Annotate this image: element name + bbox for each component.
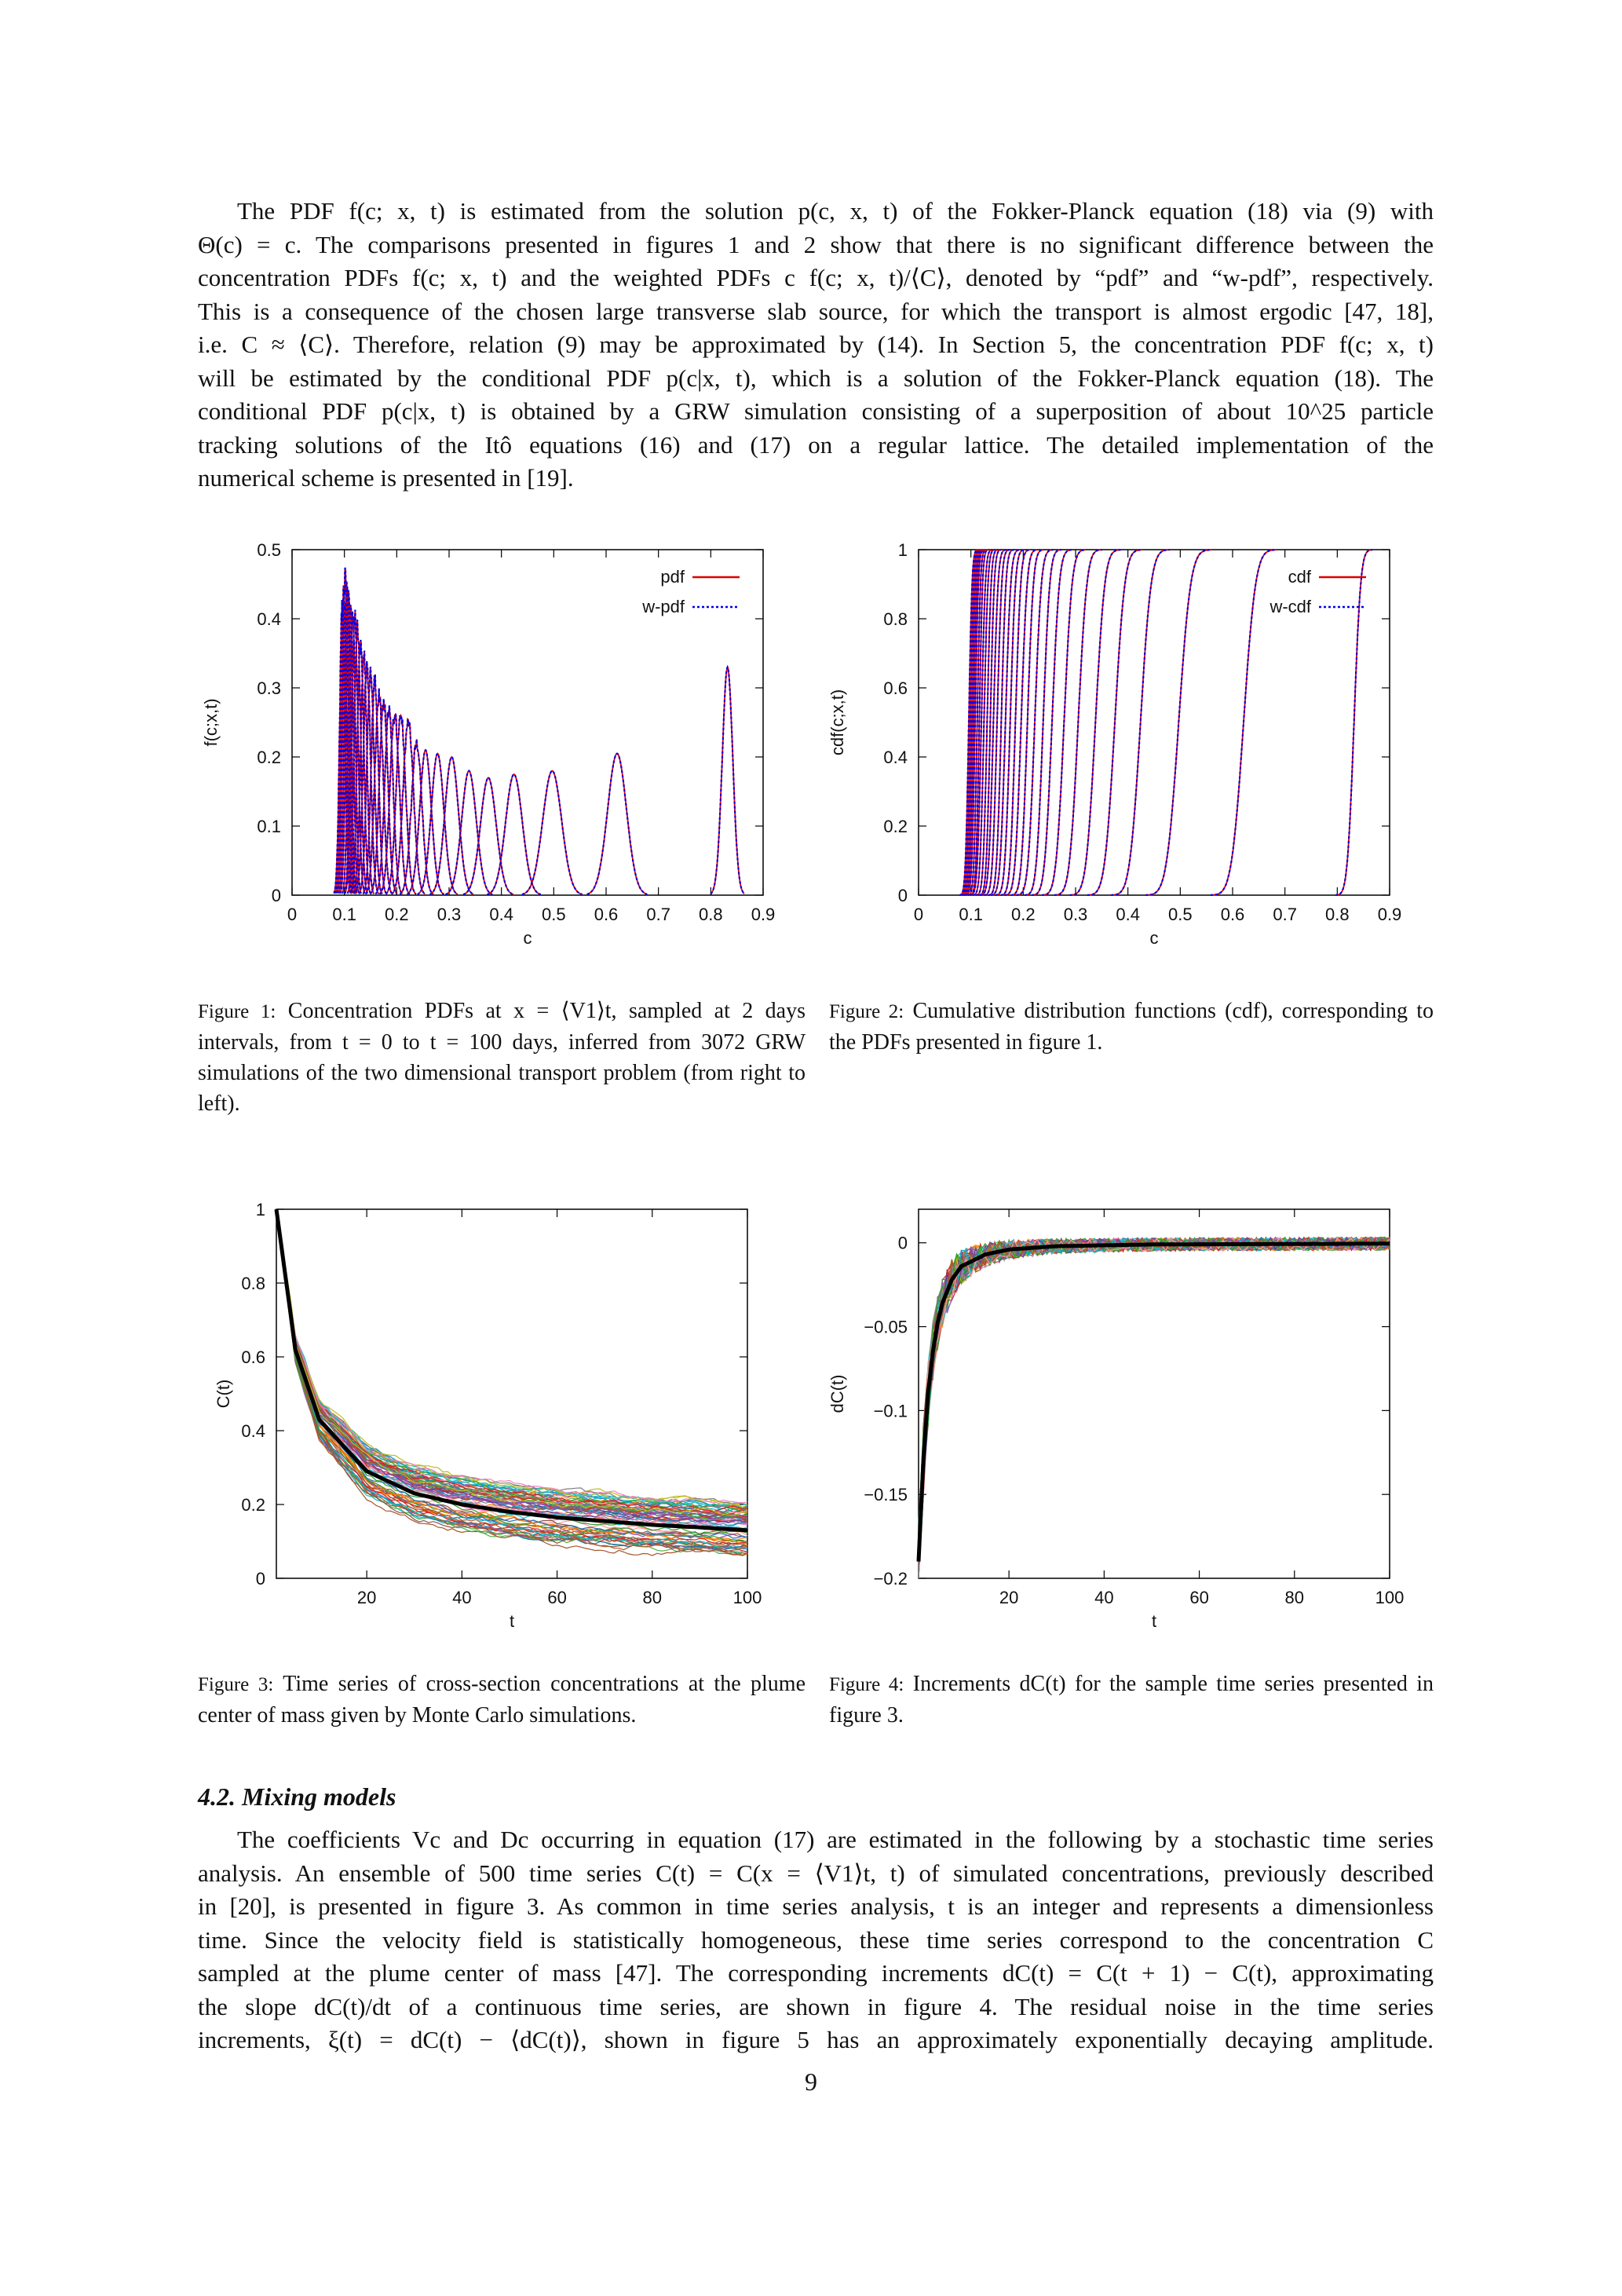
para1-line: conditional PDF p(c|x, t) is obtained by a GRW simulation consisting of a superposition of about 10^25 particle [198, 397, 1434, 425]
x-tick-label: 0.9 [751, 905, 776, 924]
increment-series [919, 1238, 1390, 1535]
y-tick-label: −0.15 [864, 1485, 908, 1505]
figure-1-caption-text: Concentration PDFs at x = ⟨V1⟩t, sampled at 2 days intervals, from t = 0 to t = 100 days, inferred from 3072 GRW simulations of the two dimensional transport problem (from right to left). [198, 999, 806, 1116]
y-axis-label: f(c;x,t) [201, 698, 221, 747]
figure-1-caption [198, 996, 806, 1119]
x-tick-label: 0.5 [542, 905, 566, 924]
increment-series [919, 1238, 1390, 1563]
increment-series [919, 1238, 1390, 1538]
increment-series [919, 1238, 1390, 1526]
x-tick-label: 0.5 [1168, 905, 1193, 924]
sample-series [276, 1209, 747, 1522]
increment-series [919, 1238, 1390, 1537]
sample-series [276, 1209, 747, 1523]
y-tick-label: 0.5 [257, 540, 281, 560]
para1-line: concentration PDFs f(c; x, t) and the weighted PDFs c f(c; x, t)/⟨C⟩, denoted by “pdf” and “w-pdf”, respectively. [198, 264, 1434, 291]
x-tick-label: 0.1 [959, 905, 983, 924]
increment-series [919, 1238, 1390, 1523]
sample-series [276, 1209, 747, 1534]
x-tick-label: 0 [287, 905, 298, 924]
increment-series [919, 1238, 1390, 1546]
para1-line: tracking solutions of the Itô equations (16) and (17) on a regular lattice. The detailed implementation of the [198, 430, 1434, 459]
increment-series [919, 1238, 1390, 1578]
x-tick-label: 0.2 [385, 905, 409, 924]
w-pdf-curve [711, 667, 744, 894]
sample-series [276, 1209, 747, 1529]
increment-series [919, 1238, 1390, 1578]
para2-line: sampled at the plume center of mass [47]. The corresponding increments dC(t) = C(t + 1) − C(t), approximating [198, 1959, 1434, 1987]
x-axis-label: c [523, 928, 532, 948]
increment-series [919, 1238, 1390, 1571]
para1-line: numerical scheme is presented in [19]. [198, 464, 574, 492]
increment-series [919, 1238, 1390, 1578]
x-tick-label: 60 [547, 1588, 567, 1607]
cdf-curve [1211, 550, 1277, 895]
para2-line: in [20], is presented in figure 3. As common in time series analysis, t is an integer and represents a dimensionless [198, 1892, 1434, 1920]
figure-4-caption-text: Increments dC(t) for the sample time series presented in figure 3. [829, 1672, 1434, 1727]
increment-series [919, 1238, 1390, 1545]
x-tick-label: 0.3 [1063, 905, 1088, 924]
sample-series [276, 1209, 747, 1528]
x-tick-label: 40 [452, 1588, 472, 1607]
increment-series [919, 1238, 1390, 1578]
figure-2-caption [829, 996, 1434, 1058]
sample-series [276, 1209, 747, 1527]
para1-line: This is a consequence of the chosen large transverse slab source, for which the transport is almost ergodic [47, 18], [198, 297, 1434, 325]
figure-2-caption-text: Cumulative distribution functions (cdf), corresponding to the PDFs presented in figure 1. [829, 999, 1434, 1055]
increment-series [919, 1238, 1390, 1544]
increment-series [919, 1238, 1390, 1578]
paragraph-2 [198, 1823, 1434, 2057]
cdf-curve [1111, 550, 1170, 895]
x-axis-label: c [1149, 928, 1159, 948]
increment-series [919, 1238, 1390, 1567]
para1-line: will be estimated by the conditional PDF p(c|x, t), which is a solution of the Fokker-Planck equation (18). The [198, 364, 1434, 392]
x-tick-label: 0 [913, 905, 924, 924]
paragraph-1 [198, 195, 1434, 495]
pdf-curve [522, 771, 583, 895]
sample-series [276, 1209, 747, 1522]
x-tick-label: 60 [1189, 1588, 1209, 1607]
sample-series [276, 1209, 747, 1542]
y-tick-label: 0 [897, 886, 908, 905]
section-heading: 4.2. Mixing models [198, 1782, 396, 1811]
figure-2 [824, 526, 1437, 966]
x-tick-label: 100 [1375, 1588, 1405, 1607]
figure-3-caption [198, 1669, 806, 1731]
increment-series [919, 1238, 1390, 1571]
y-tick-label: 0.4 [883, 748, 908, 767]
increment-series [919, 1238, 1390, 1578]
increment-series [919, 1238, 1390, 1578]
y-tick-label: 0.8 [241, 1274, 265, 1293]
increment-series [919, 1238, 1390, 1532]
w-pdf-curve [522, 771, 583, 895]
increment-series [919, 1238, 1390, 1567]
legend-label: w-cdf [1269, 597, 1311, 616]
sample-series [276, 1209, 747, 1526]
para1-line: Θ(c) = c. The comparisons presented in figures 1 and 2 show that there is no significant difference between the [198, 230, 1434, 258]
x-tick-label: 0.6 [594, 905, 619, 924]
pdf-curve [463, 777, 513, 894]
legend-label: pdf [660, 567, 685, 587]
increment-series [919, 1238, 1390, 1578]
increment-series [919, 1238, 1390, 1578]
increment-series [919, 1238, 1390, 1562]
increment-series [919, 1238, 1390, 1578]
figure-3 [198, 1190, 810, 1641]
y-tick-label: 0.6 [883, 678, 908, 698]
sample-series [276, 1209, 747, 1523]
increment-series [919, 1238, 1390, 1572]
para2-line: time. Since the velocity field is statistically homogeneous, these time series correspond to the concentration C [198, 1925, 1434, 1954]
figure-1-chart [198, 526, 810, 966]
legend-label: w-pdf [642, 597, 685, 616]
w-pdf-curve [488, 774, 541, 894]
w-pdf-curve [463, 777, 513, 894]
para1-line: The PDF f(c; x, t) is estimated from the solution p(c, x, t) of the Fokker-Planck equation (18) via (9) with [237, 197, 1434, 225]
increment-series [919, 1238, 1390, 1530]
figure-3-label: Figure 3: [198, 1674, 274, 1695]
increment-series [919, 1238, 1390, 1526]
increment-series [919, 1237, 1390, 1578]
mean-increment-series [919, 1244, 1390, 1562]
x-tick-label: 0.4 [1116, 905, 1140, 924]
sample-series [276, 1209, 747, 1507]
increment-series [919, 1238, 1390, 1533]
x-tick-label: 0.2 [1011, 905, 1036, 924]
y-axis-label: dC(t) [827, 1374, 847, 1413]
increment-series [919, 1238, 1390, 1526]
w-pdf-curve [587, 754, 648, 894]
increment-series [919, 1238, 1390, 1578]
figure-4-label: Figure 4: [829, 1674, 904, 1695]
cdf-curve [1335, 550, 1372, 895]
legend-label: cdf [1288, 567, 1311, 587]
x-tick-label: 40 [1094, 1588, 1114, 1607]
figure-1 [198, 526, 810, 966]
para2-line: increments, ξ(t) = dC(t) − ⟨dC(t)⟩, shown in figure 5 has an approximately exponentially decaying amplitude. [198, 2026, 1434, 2053]
sample-series [276, 1209, 747, 1537]
x-tick-label: 20 [356, 1588, 377, 1607]
figure-2-chart [824, 526, 1437, 966]
y-tick-label: 0.8 [883, 609, 908, 629]
pdf-curve [488, 774, 541, 894]
y-tick-label: 0.6 [241, 1347, 265, 1367]
y-tick-label: 0.2 [883, 817, 908, 836]
increment-series [919, 1238, 1390, 1544]
increment-series [919, 1238, 1390, 1575]
x-tick-label: 20 [999, 1588, 1019, 1607]
increment-series [919, 1238, 1390, 1552]
x-tick-label: 0.7 [1273, 905, 1297, 924]
increment-series [919, 1238, 1390, 1578]
page-number: 9 [805, 2067, 817, 2096]
increment-series [919, 1238, 1390, 1548]
increment-series [919, 1238, 1390, 1537]
increment-series [919, 1239, 1390, 1578]
x-tick-label: 80 [1284, 1588, 1305, 1607]
sample-series [276, 1209, 747, 1522]
y-tick-label: 0.2 [257, 748, 281, 767]
y-tick-label: 0.3 [257, 678, 281, 698]
figure-4-caption [829, 1669, 1434, 1731]
x-tick-label: 0.6 [1220, 905, 1245, 924]
y-tick-label: 0 [271, 886, 281, 905]
x-axis-label: t [509, 1611, 515, 1631]
sample-series [276, 1209, 747, 1526]
x-tick-label: 0.9 [1377, 905, 1402, 924]
sample-series [276, 1209, 747, 1526]
y-tick-label: 0.1 [257, 817, 281, 836]
figure-4-chart [824, 1190, 1437, 1641]
x-axis-label: t [1151, 1611, 1157, 1631]
x-tick-label: 0.1 [332, 905, 356, 924]
pdf-curve [587, 754, 648, 894]
increment-series [919, 1239, 1390, 1545]
y-axis-label: cdf(c;x,t) [827, 689, 847, 756]
para2-line: The coefficients Vc and Dc occurring in equation (17) are estimated in the following by a stochastic time series [237, 1826, 1434, 1853]
increment-series [919, 1238, 1390, 1522]
increment-series [919, 1238, 1390, 1532]
y-tick-label: 1 [255, 1200, 265, 1219]
y-tick-label: −0.1 [873, 1401, 908, 1421]
sample-series [276, 1209, 747, 1537]
figure-3-chart [198, 1190, 810, 1641]
increment-series [919, 1238, 1390, 1577]
increment-series [919, 1238, 1390, 1578]
increment-series [919, 1238, 1390, 1527]
cdf-curve [1145, 550, 1211, 895]
cdf-curve [1025, 550, 1061, 895]
increment-series [919, 1238, 1390, 1523]
increment-series [919, 1238, 1390, 1578]
increment-series [919, 1238, 1390, 1552]
x-tick-label: 0.7 [646, 905, 670, 924]
y-tick-label: 0.4 [257, 609, 281, 629]
increment-series [919, 1238, 1390, 1539]
increment-series [919, 1238, 1390, 1530]
para2-line: analysis. An ensemble of 500 time series C(t) = C(x = ⟨V1⟩t, t) of simulated concentrations, previously described [198, 1859, 1434, 1887]
para1-line: i.e. C ≈ ⟨C⟩. Therefore, relation (9) may be approximated by (14). In Section 5, the concentration PDF f(c; x, t) [198, 331, 1434, 358]
x-tick-label: 0.3 [437, 905, 462, 924]
para2-line: the slope dC(t)/dt of a continuous time series, are shown in figure 4. The residual noise in the time series [198, 1992, 1434, 2020]
increment-series [919, 1238, 1390, 1570]
y-tick-label: 0 [897, 1233, 908, 1253]
y-tick-label: −0.05 [864, 1317, 908, 1337]
sample-series [276, 1209, 747, 1522]
x-tick-label: 100 [732, 1588, 762, 1607]
increment-series [919, 1238, 1390, 1554]
increment-series [919, 1238, 1390, 1578]
figure-2-label: Figure 2: [829, 1001, 904, 1022]
x-tick-label: 0.8 [699, 905, 723, 924]
y-tick-label: 0.2 [241, 1495, 265, 1515]
increment-series [919, 1238, 1390, 1563]
pdf-curve [711, 667, 744, 894]
figure-4 [824, 1190, 1437, 1641]
sample-series [276, 1209, 747, 1523]
y-tick-label: 0 [255, 1569, 265, 1589]
sample-series [276, 1209, 747, 1523]
increment-series [919, 1238, 1390, 1578]
y-tick-label: −0.2 [873, 1569, 908, 1589]
x-tick-label: 0.4 [489, 905, 513, 924]
y-axis-label: C(t) [214, 1379, 233, 1409]
figure-3-caption-text: Time series of cross-section concentrations at the plume center of mass given by Monte Carlo simulations. [198, 1672, 806, 1727]
increment-series [919, 1238, 1390, 1546]
x-tick-label: 80 [642, 1588, 663, 1607]
increment-series [919, 1238, 1390, 1543]
x-tick-label: 0.8 [1325, 905, 1350, 924]
y-tick-label: 1 [897, 540, 908, 560]
figure-1-label: Figure 1: [198, 1001, 276, 1022]
y-tick-label: 0.4 [241, 1421, 265, 1441]
increment-series [919, 1238, 1390, 1574]
increment-series [919, 1238, 1390, 1535]
increment-series [919, 1238, 1390, 1547]
